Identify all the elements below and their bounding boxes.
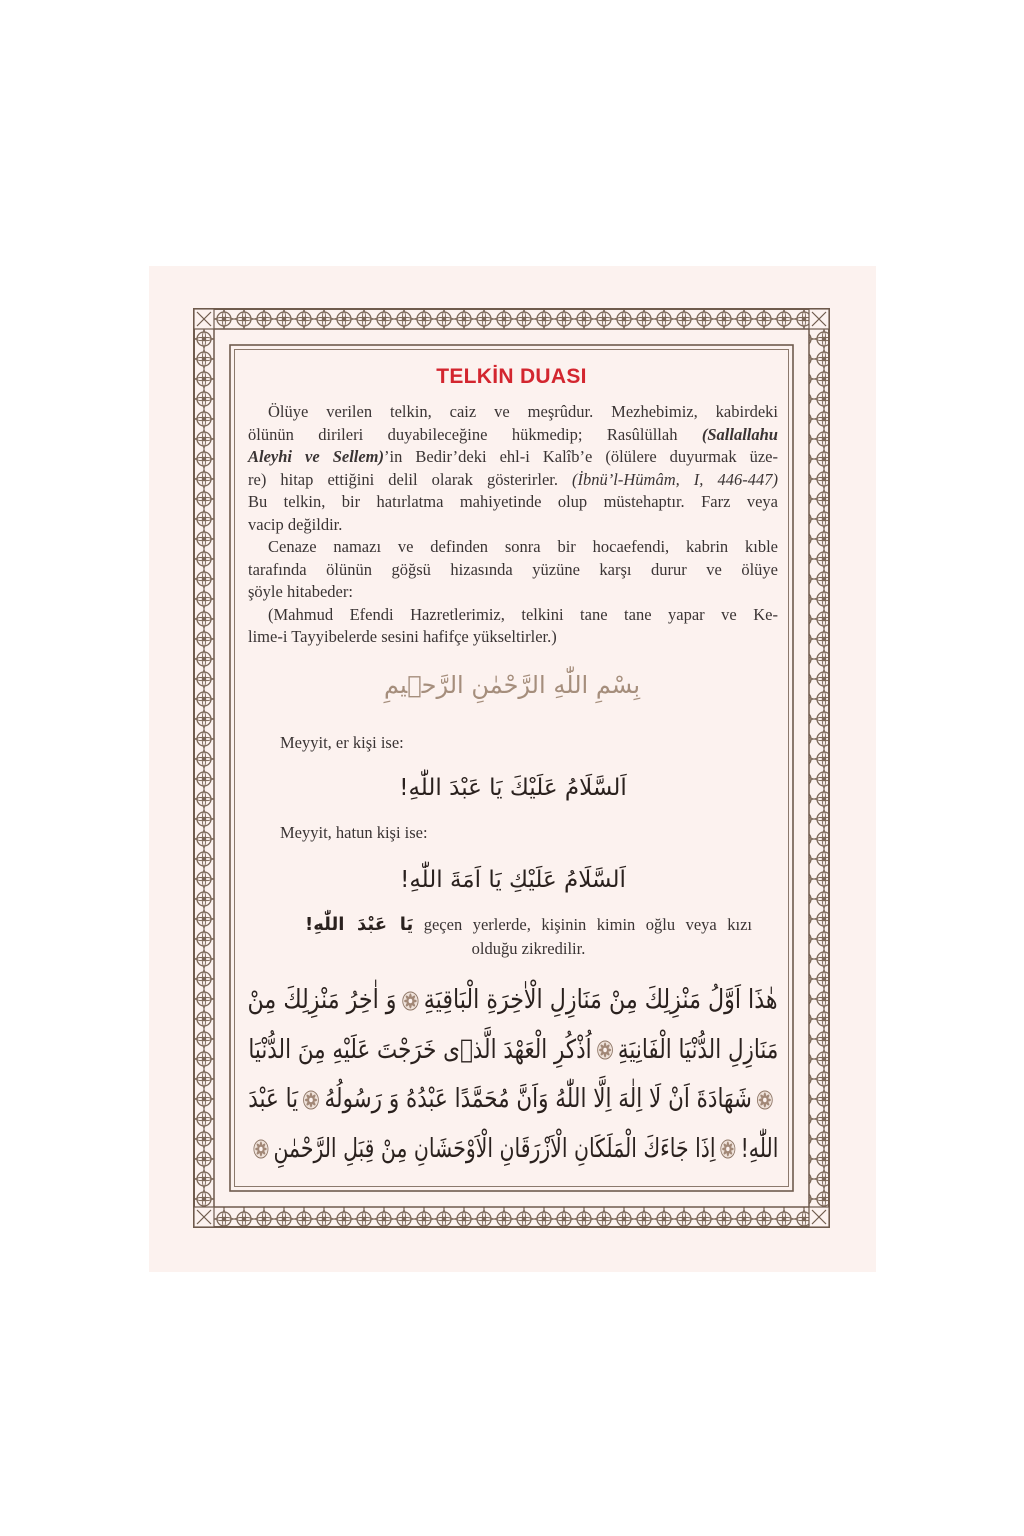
telkin-segment: شَهَادَةَ اَنْ لَا اِلٰهَ اِلَّا اللّٰهُ وَاَنَّ مُحَمَّدًا عَبْدُهُ وَ رَسُولُهُ [324, 1084, 752, 1114]
intro-line [248, 514, 778, 537]
telkin-line-content [248, 976, 778, 1026]
intro-line [248, 446, 778, 469]
intro-line-text: Ölüye verilen telkin, caiz ve meşrûdur. Mezhebimiz, kabirdeki [268, 402, 778, 421]
telkin-line [248, 1026, 778, 1076]
intro-line-text: ’in Bedir’deki ehl-i Kalîb’e (ölülere duyurmak üze- [384, 447, 778, 466]
female-greeting-text: اَلسَّلَامُ عَلَيْكِ يَا اَمَةَ اللّٰهِ! [400, 867, 626, 893]
intro-line [248, 469, 778, 492]
flower-ornament-icon [303, 1090, 320, 1110]
female-greeting [248, 860, 778, 900]
intro-line [248, 559, 778, 582]
intro-line-content [248, 469, 778, 492]
note-line [305, 913, 752, 937]
telkin-arabic-text [248, 976, 778, 1174]
naming-note [305, 913, 752, 961]
intro-line [248, 581, 778, 604]
intro-line-text: Cenaze namazı ve definden sonra bir hocaefendi, kabrin kıble [268, 537, 778, 556]
page-title: TELKİN DUASI [436, 365, 587, 388]
basmala-calligraphy [384, 664, 640, 706]
flower-ornament-icon [720, 1139, 736, 1159]
intro-line-text: ölünün dirileri duyabileceğine hükmedip; Rasûlüllah [248, 424, 702, 444]
intro-line-text: tarafında ölünün göğsü hizasında yüzüne karşı durur ve ölüye [248, 559, 778, 579]
intro-line-text: lime-i Tayyibelerde sesini hafifçe yükseltirler.) [248, 627, 557, 646]
intro-line [268, 536, 778, 559]
telkin-segment: اِذَا جَاءَكَ الْمَلَكَانِ الْاَزْرَقَانِ الْاَوْحَشَانِ مِنْ قِبَلِ الرَّحْمٰنِ [273, 1133, 716, 1164]
telkin-line [248, 1125, 778, 1175]
intro-line-text: Bu telkin, bir hatırlatma mahiyetinde olup müstehaptır. Farz veya [248, 492, 778, 511]
telkin-segment: مَنَازِلِ الدُّنْيَا الْفَانِيَةِ [617, 1034, 778, 1065]
telkin-line-content [248, 1125, 778, 1175]
note-line-content [305, 913, 752, 937]
telkin-segment: وَ اٰخِرُ مَنْزِلِكَ مِنْ [248, 985, 397, 1015]
intro-line [248, 626, 778, 649]
flower-ornament-icon [402, 991, 419, 1011]
telkin-line-content [248, 1075, 778, 1125]
flower-ornament-icon [757, 1090, 774, 1110]
basmala-text: بِسْمِ اللّٰهِ الرَّحْمٰنِ الرَّحٖيمِ [384, 671, 640, 699]
intro-line-text: (Mahmud Efendi Hazretlerimiz, telkini tane tane yapar ve Ke- [268, 604, 778, 624]
intro-line-text: şöyle hitabeder: [248, 582, 353, 601]
female-label: Meyyit, hatun kişi ise: [280, 823, 428, 842]
intro-line-content [248, 424, 778, 447]
telkin-segment: يَا عَبْدَ [248, 1084, 298, 1114]
citation-text: (İbnü’l-Hümâm, I, 446-447) [572, 469, 778, 489]
note-line: olduğu zikredilir. [471, 939, 586, 958]
intro-line-text: re) hitap ettiğini delil olarak gösterirler. [248, 469, 573, 489]
intro-line-text: vacip değildir. [248, 514, 343, 534]
telkin-line [248, 976, 778, 1026]
intro-line-content [248, 446, 778, 469]
intro-line [268, 401, 778, 424]
male-label: Meyyit, er kişi ise: [280, 733, 404, 752]
note-arabic: يَا عَبْدَ اللّٰهِ! [305, 914, 414, 935]
telkin-segment: اللّٰهِ! [740, 1133, 778, 1164]
intro-line [248, 491, 778, 514]
telkin-segment: اُذْكُرِ الْعَهْدَ الَّذٖى خَرَجْتَ عَلَيْهِ مِنَ الدُّنْيَا [248, 1034, 592, 1065]
note-text: geçen yerlerde, kişinin kimin oğlu veya kızı [413, 915, 752, 934]
flower-ornament-icon [253, 1139, 269, 1159]
male-greeting-text: اَلسَّلَامُ عَلَيْكَ يَا عَبْدَ اللّٰهِ! [399, 775, 627, 801]
salutation-text: (Sallallahu [701, 424, 778, 444]
telkin-line [248, 1075, 778, 1125]
telkin-segment: هٰذَا اَوَّلُ مَنْزِلِكَ مِنْ مَنَازِلِ الْاٰخِرَةِ الْبَاقِيَةِ [424, 985, 778, 1015]
intro-line [268, 604, 778, 627]
male-greeting [248, 768, 778, 808]
telkin-line-content [248, 1026, 778, 1076]
flower-ornament-icon [596, 1040, 612, 1060]
intro-text [248, 401, 778, 649]
intro-line [248, 424, 778, 447]
salutation-text: Aleyhi ve Sellem) [248, 447, 385, 466]
